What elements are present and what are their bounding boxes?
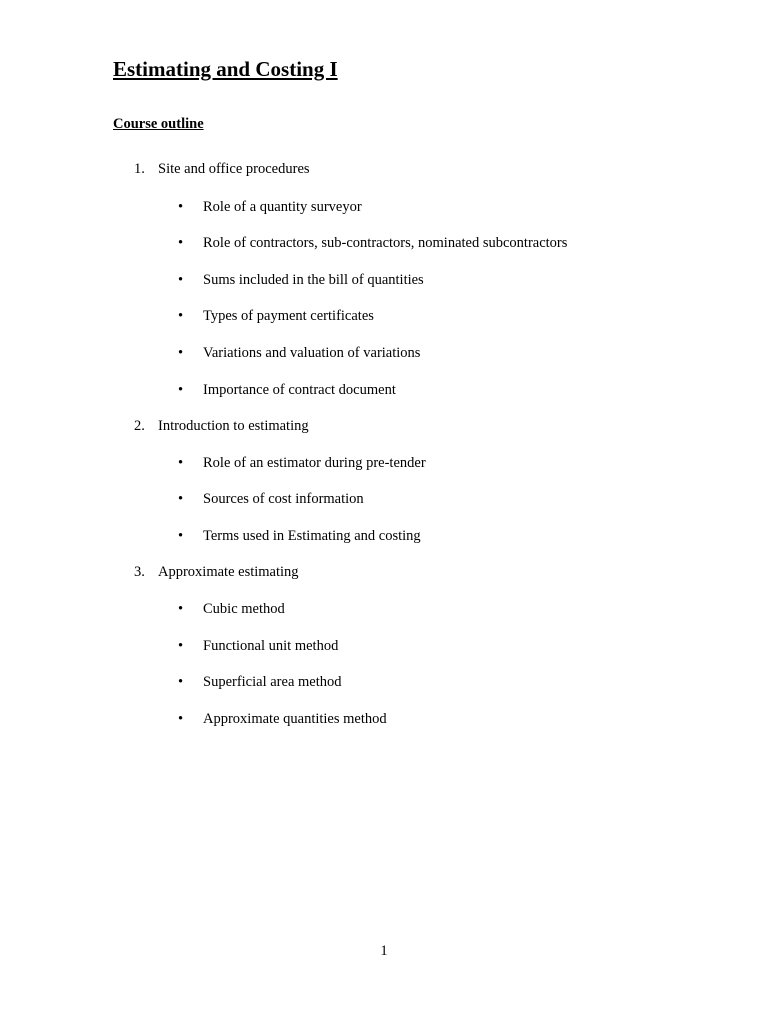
list-item: Types of payment certificates	[203, 308, 374, 324]
bullet-icon: •	[178, 455, 184, 471]
bullet-icon: •	[178, 674, 184, 690]
bullet-icon: •	[178, 235, 184, 251]
bullet-icon: •	[178, 711, 184, 727]
bullet-icon: •	[178, 199, 184, 215]
page-title: Estimating and Costing I	[113, 57, 338, 81]
section-title: Site and office procedures	[158, 161, 310, 177]
section-title: Introduction to estimating	[158, 418, 309, 434]
bullet-icon: •	[178, 601, 184, 617]
bullet-icon: •	[178, 345, 184, 361]
section-number: 3.	[134, 564, 145, 580]
list-item: Importance of contract document	[203, 382, 396, 398]
bullet-icon: •	[178, 491, 184, 507]
bullet-icon: •	[178, 308, 184, 324]
page-number: 1	[380, 943, 388, 959]
list-item: Functional unit method	[203, 638, 339, 654]
list-item: Approximate quantities method	[203, 711, 387, 727]
bullet-icon: •	[178, 382, 184, 398]
list-item: Role of a quantity surveyor	[203, 199, 362, 215]
section-number: 2.	[134, 418, 145, 434]
bullet-icon: •	[178, 272, 184, 288]
list-item: Role of contractors, sub-contractors, nominated subcontractors	[203, 235, 568, 251]
list-item: Variations and valuation of variations	[203, 345, 421, 361]
list-item: Sums included in the bill of quantities	[203, 272, 424, 288]
bullet-icon: •	[178, 638, 184, 654]
list-item: Role of an estimator during pre-tender	[203, 455, 426, 471]
list-item: Terms used in Estimating and costing	[203, 528, 421, 544]
list-item: Sources of cost information	[203, 491, 364, 507]
course-outline-heading: Course outline	[113, 116, 204, 132]
list-item: Cubic method	[203, 601, 285, 617]
section-title: Approximate estimating	[158, 564, 299, 580]
bullet-icon: •	[178, 528, 184, 544]
section-number: 1.	[134, 161, 145, 177]
list-item: Superficial area method	[203, 674, 342, 690]
